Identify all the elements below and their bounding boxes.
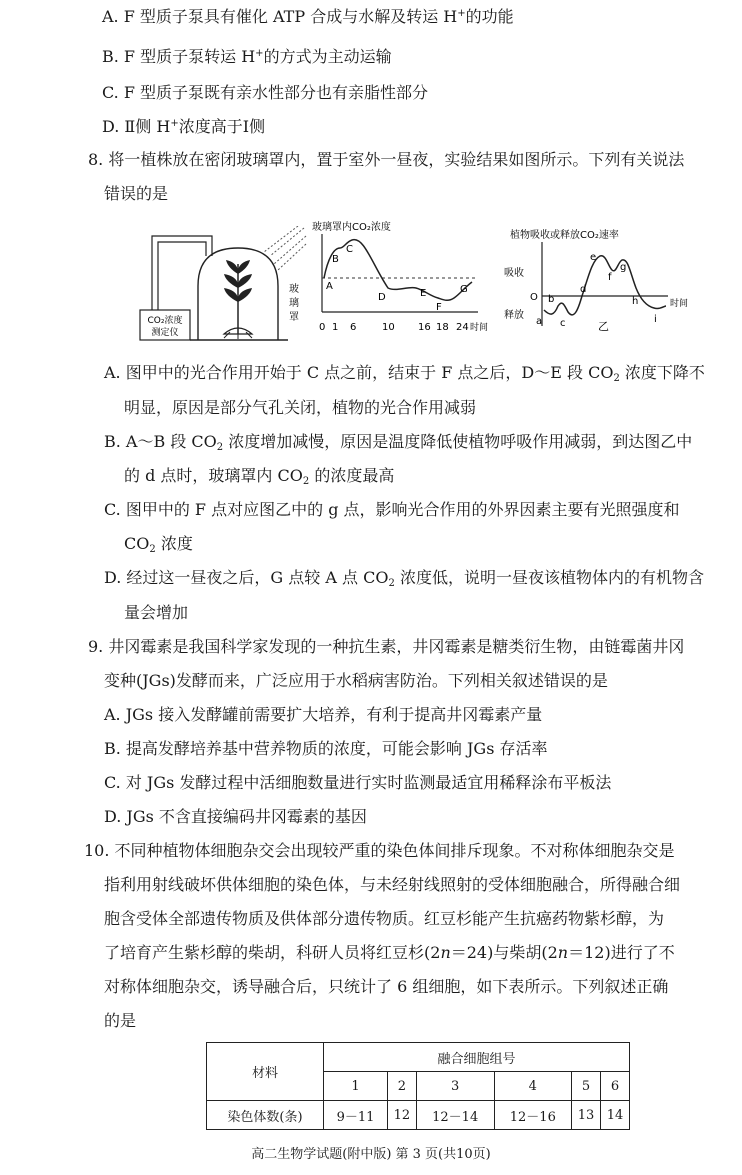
q9-option-d: D. JGs 不含直接编码井冈霉素的基因: [104, 807, 367, 826]
q8-option-b-line2: 的 d 点时，玻璃罩内 $CO_2$ 的浓度最高: [124, 466, 395, 487]
fig-b-y-up: 吸收: [504, 268, 524, 279]
fig-a-tick-24: 24: [456, 322, 469, 333]
fig-b-point-f: f: [608, 272, 612, 283]
fig-a-x-title: 时间: [470, 323, 489, 333]
fig-b-point-e: e: [590, 252, 597, 263]
q8-option-a-line2: 明显，原因是部分气孔关闭，植物的光合作用减弱: [124, 398, 477, 417]
fig-a-point-d: D: [378, 292, 386, 303]
table-value-3: 12－14: [416, 1101, 494, 1130]
fig-b-point-c: c: [560, 318, 566, 329]
fig-b-point-h: h: [632, 296, 639, 307]
table-value-5: 13: [572, 1101, 601, 1130]
q10-data-table: [206, 1042, 630, 1130]
table-value-2: 12: [387, 1101, 416, 1130]
bell-jar-label-1: 玻: [289, 284, 299, 295]
bell-jar-label-2: 璃: [289, 298, 299, 309]
q8-option-d-line1: D. 经过这一昼夜之后，G 点较 A 点 $CO_2$ 浓度低，说明一昼夜该植物体内的有机物含: [104, 568, 704, 589]
q8-option-c-line2: $CO_2$ 浓度: [124, 534, 193, 555]
plant-icon: [224, 260, 252, 339]
q8-figure-apparatus: [138, 226, 308, 346]
light-rays-icon: [264, 226, 306, 270]
table-group-2: 2: [387, 1072, 416, 1101]
fig-b-point-g: g: [620, 262, 627, 273]
fig-a-point-g: G: [460, 284, 468, 295]
q10-stem-line3: 胞含受体全部遗传物质及供体部分遗传物质。红豆杉能产生抗癌药物紫杉醇，为: [104, 909, 665, 928]
fig-b-y-zero: O: [530, 292, 538, 303]
fig-a-point-e: E: [420, 288, 427, 299]
fig-a-tick-18: 18: [436, 322, 449, 333]
q8-figure-a-graph: [312, 218, 494, 358]
fig-b-point-b: b: [548, 294, 555, 305]
fig-a-point-f: F: [436, 302, 442, 313]
q8-option-c-line1: C. 图甲中的 F 点对应图乙中的 g 点，影响光合作用的外界因素主要有光照强度和: [104, 500, 680, 519]
q9-option-b: B. 提高发酵培养基中营养物质的浓度，可能会影响 JGs 存活率: [104, 739, 548, 758]
q9-option-c: C. 对 JGs 发酵过程中活细胞数量进行实时监测最适宜用稀释涂布平板法: [104, 773, 612, 792]
fig-b-x-title: 时间: [670, 299, 689, 309]
q7-option-c: C. F 型质子泵既有亲水性部分也有亲脂性部分: [102, 83, 429, 102]
q8-option-a-line1: A. 图甲中的光合作用开始于 C 点之前，结束于 F 点之后，D～E 段 $CO_2$ 浓度下降不: [104, 363, 705, 384]
q8-option-b-line1: B. A～B 段 $CO_2$ 浓度增加减慢，原因是温度降低使植物呼吸作用减弱，到达图乙中: [104, 432, 693, 453]
table-group-1: 1: [324, 1072, 388, 1101]
q8-stem-line1: 8. 将一植株放在密闭玻璃罩内，置于室外一昼夜，实验结果如图所示。下列有关说法: [88, 150, 685, 169]
fig-b-panel-label: 乙: [598, 320, 609, 333]
fig-a-tick-10: 10: [382, 322, 395, 333]
table-group-3: 3: [416, 1072, 494, 1101]
fig-a-tick-6: 6: [350, 322, 357, 333]
q8-stem-line2: 错误的是: [104, 184, 169, 203]
table-group-5: 5: [572, 1072, 601, 1101]
q9-option-a: A. JGs 接入发酵罐前需要扩大培养，有利于提高井冈霉素产量: [104, 705, 543, 724]
fig-a-tick-0: 0: [319, 322, 326, 333]
table-value-1: 9－11: [324, 1101, 388, 1130]
q7-option-d: D. Ⅱ侧 H+浓度高于Ⅰ侧: [102, 117, 266, 136]
table-value-4: 12－16: [494, 1101, 572, 1130]
q10-stem-line5: 对称体细胞杂交，诱导融合后，只统计了 6 组细胞，如下表所示。下列叙述正确: [104, 977, 669, 996]
q9-stem-line2: 变种(JGs)发酵而来，广泛应用于水稻病害防治。下列相关叙述错误的是: [104, 671, 608, 690]
fig-a-tick-1: 1: [332, 322, 339, 333]
q10-stem-line1: 10. 不同种植物体细胞杂交会出现较严重的染色体间排斥现象。不对称体细胞杂交是: [84, 841, 675, 860]
gas-tube: [152, 236, 212, 310]
table-row-label: 染色体数(条): [207, 1101, 324, 1130]
table-value-6: 14: [601, 1101, 630, 1130]
q7-option-b: B. F 型质子泵转运 H+的方式为主动运输: [102, 47, 392, 66]
bell-jar-label-3: 罩: [289, 312, 299, 323]
table-header-material: 材料: [207, 1043, 324, 1101]
q8-figure-b-graph: [500, 226, 710, 350]
q7-option-a: A. F 型质子泵具有催化 ATP 合成与水解及转运 H+的功能: [102, 7, 514, 26]
fig-a-point-c: C: [346, 244, 353, 255]
table-group-6: 6: [601, 1072, 630, 1101]
q10-stem-line6: 的是: [104, 1011, 137, 1030]
q8-option-d-line2: 量会增加: [124, 603, 189, 622]
q10-stem-line2: 指利用射线破坏供体细胞的染色体，与未经射线照射的受体细胞融合，所得融合细: [104, 875, 681, 894]
fig-a-point-a: A: [326, 281, 333, 292]
fig-a-point-b: B: [332, 254, 339, 265]
fig-b-point-a: a: [536, 316, 543, 327]
table-group-4: 4: [494, 1072, 572, 1101]
co2-meter-label-2: 测定仪: [151, 328, 179, 338]
table-header-group: 融合细胞组号: [324, 1043, 630, 1072]
co2-meter-label-1: CO₂浓度: [147, 316, 183, 326]
q10-stem-line4: 了培育产生紫杉醇的柴胡，科研人员将红豆杉(2n＝24)与柴胡(2n＝12)进行了不: [104, 943, 675, 962]
fig-a-tick-16: 16: [418, 322, 431, 333]
fig-b-y-title: 植物吸收或释放CO₂速率: [510, 230, 619, 241]
fig-b-y-down: 释放: [504, 310, 524, 321]
fig-b-curve: [544, 256, 666, 315]
fig-b-point-i: i: [654, 314, 657, 325]
fig-a-y-title: 玻璃罩内CO₂浓度: [312, 222, 391, 233]
q9-stem-line1: 9. 井冈霉素是我国科学家发现的一种抗生素，井冈霉素是糖类衍生物，由链霉菌井冈: [88, 637, 685, 656]
page-footer: 高二生物学试题(附中版) 第 3 页(共10页): [251, 1147, 491, 1162]
fig-b-point-d: d: [580, 284, 587, 295]
